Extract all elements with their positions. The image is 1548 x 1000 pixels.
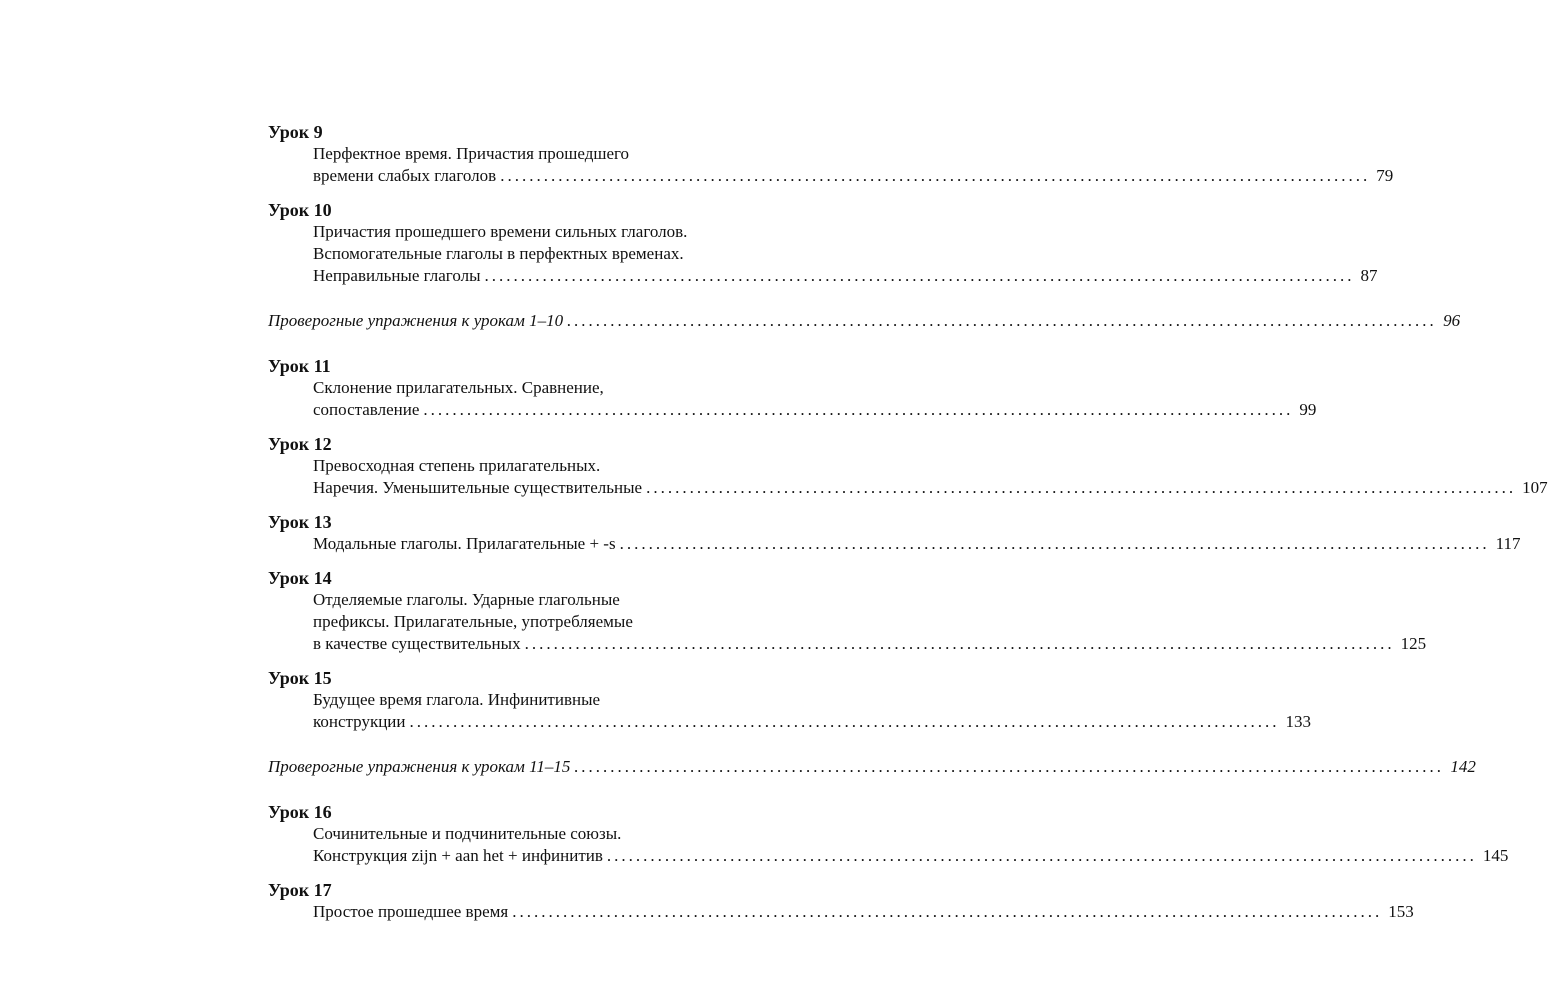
dot-leader: ........................................................................................................................ — [574, 757, 1445, 776]
page-number: 117 — [1495, 534, 1521, 553]
lesson-heading: Урок 13 — [268, 512, 332, 532]
toc-leader-line — [313, 533, 1521, 555]
review-title: Проверогные упражнения к урокам 11–15 — [268, 757, 571, 776]
dot-leader: ........................................................................................................................ — [423, 400, 1294, 419]
toc-leader-line — [313, 901, 1414, 923]
toc-lesson-entry — [268, 879, 1414, 923]
toc-leader-line — [313, 265, 1378, 287]
page-number: 79 — [1376, 166, 1394, 185]
toc-leader-line — [313, 399, 1317, 421]
dot-leader: ........................................................................................................................ — [409, 712, 1280, 731]
lesson-heading: Урок 10 — [268, 200, 332, 220]
page-number: 125 — [1400, 634, 1427, 653]
lesson-title-line: Конструкция zijn + aan het + инфинитив — [313, 846, 603, 865]
lesson-heading: Урок 15 — [268, 668, 332, 688]
toc-lesson-entry — [268, 801, 1509, 867]
lesson-title-line: Превосходная степень прилагательных. — [313, 456, 601, 475]
lesson-title-line: Будущее время глагола. Инфинитивные — [313, 690, 601, 709]
lesson-title-line: Вспомогательные глаголы в перфектных временах. — [313, 244, 684, 263]
lesson-title-line: конструкции — [313, 712, 406, 731]
toc-leader-line — [313, 845, 1509, 867]
lesson-heading: Урок 9 — [268, 122, 323, 142]
lesson-heading: Урок 12 — [268, 434, 332, 454]
lesson-title-line: сопоставление — [313, 400, 420, 419]
page-number: 145 — [1482, 846, 1509, 865]
page-number: 99 — [1299, 400, 1317, 419]
lesson-title-line: Отделяемые глаголы. Ударные глагольные — [313, 590, 620, 609]
toc-leader-line — [268, 310, 1461, 332]
lesson-title-line: времени слабых глаголов — [313, 166, 497, 185]
toc-lesson-entry — [268, 667, 1312, 733]
toc-lesson-entry — [268, 121, 1394, 187]
toc-review-entry — [268, 756, 1476, 778]
toc-leader-line — [313, 711, 1312, 733]
lesson-title-line: Наречия. Уменьшительные существительные — [313, 478, 643, 497]
table-of-contents — [268, 121, 1548, 923]
lesson-title-line: в качестве существительных — [313, 634, 521, 653]
toc-lesson-entry — [268, 355, 1317, 421]
dot-leader: ........................................................................................................................ — [619, 534, 1490, 553]
lesson-title-line: Причастия прошедшего времени сильных глаголов. — [313, 222, 688, 241]
lesson-heading: Урок 14 — [268, 568, 332, 588]
dot-leader: ........................................................................................................................ — [524, 634, 1395, 653]
lesson-heading: Урок 11 — [268, 356, 331, 376]
lesson-title-line: Склонение прилагательных. Сравнение, — [313, 378, 604, 397]
lesson-heading: Урок 16 — [268, 802, 332, 822]
toc-leader-line — [313, 477, 1548, 499]
toc-lesson-entry — [268, 433, 1548, 499]
page-number: 142 — [1450, 757, 1476, 776]
lesson-title-line: Неправильные глаголы — [313, 266, 481, 285]
lesson-heading: Урок 17 — [268, 880, 332, 900]
toc-lesson-entry — [268, 567, 1427, 655]
dot-leader: ........................................................................................................................ — [500, 166, 1371, 185]
dot-leader: ........................................................................................................................ — [567, 311, 1438, 330]
toc-lesson-entry — [268, 199, 1378, 287]
toc-leader-line — [313, 165, 1394, 187]
toc-lesson-entry — [268, 511, 1521, 555]
dot-leader: ........................................................................................................................ — [646, 478, 1517, 497]
toc-leader-line — [268, 756, 1476, 778]
page-number: 153 — [1388, 902, 1414, 921]
page-number: 107 — [1522, 478, 1548, 497]
lesson-title-line: Простое прошедшее время — [313, 902, 509, 921]
page-number: 133 — [1285, 712, 1312, 731]
lesson-title-line: Перфектное время. Причастия прошедшего — [313, 144, 630, 163]
lesson-title-line: Сочинительные и подчинительные союзы. — [313, 824, 622, 843]
page-number: 87 — [1360, 266, 1378, 285]
lesson-title-line: префиксы. Прилагательные, употребляемые — [313, 612, 633, 631]
dot-leader: ........................................................................................................................ — [512, 902, 1383, 921]
page-number: 96 — [1443, 311, 1461, 330]
toc-review-entry — [268, 310, 1461, 332]
dot-leader: ........................................................................................................................ — [606, 846, 1477, 865]
lesson-title-line: Модальные глаголы. Прилагательные + -s — [313, 534, 616, 553]
toc-leader-line — [313, 633, 1427, 655]
review-title: Проверогные упражнения к урокам 1–10 — [268, 311, 564, 330]
dot-leader: ........................................................................................................................ — [484, 266, 1355, 285]
